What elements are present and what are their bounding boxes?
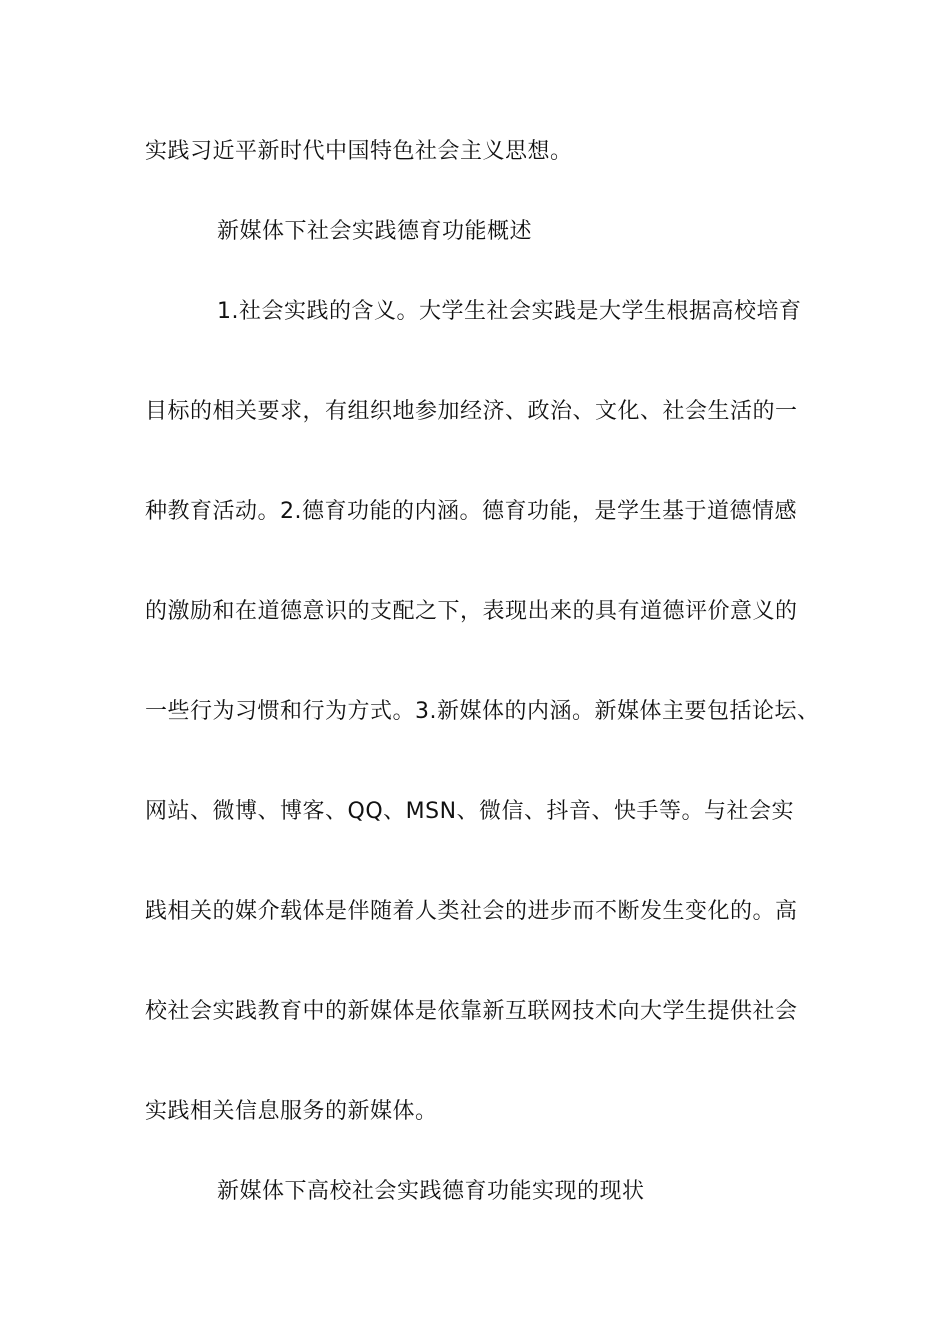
section-heading: 新媒体下高校社会实践德育功能实现的现状: [217, 1179, 645, 1204]
paragraph-line: 践相关的媒介载体是伴随着人类社会的进步而不断发生变化的。高: [145, 899, 798, 924]
paragraph-line: 的激励和在道德意识的支配之下，表现出来的具有道德评价意义的: [145, 599, 798, 624]
section-heading: 新媒体下社会实践德育功能概述: [217, 219, 533, 244]
paragraph-line: 实践相关信息服务的新媒体。: [145, 1099, 438, 1124]
paragraph-line: 校社会实践教育中的新媒体是依靠新互联网技术向大学生提供社会: [145, 999, 798, 1024]
paragraph-line: 1.社会实践的含义。大学生社会实践是大学生根据高校培育: [217, 299, 802, 324]
paragraph-line: 种教育活动。2.德育功能的内涵。德育功能，是学生基于道德情感: [145, 499, 797, 524]
paragraph-line: 一些行为习惯和行为方式。3.新媒体的内涵。新媒体主要包括论坛、: [145, 699, 820, 724]
paragraph-line: 实践习近平新时代中国特色社会主义思想。: [145, 139, 573, 164]
paragraph-line: 目标的相关要求，有组织地参加经济、政治、文化、社会生活的一: [145, 399, 798, 424]
paragraph-line: 网站、微博、博客、QQ、MSN、微信、抖音、快手等。与社会实: [145, 799, 795, 824]
